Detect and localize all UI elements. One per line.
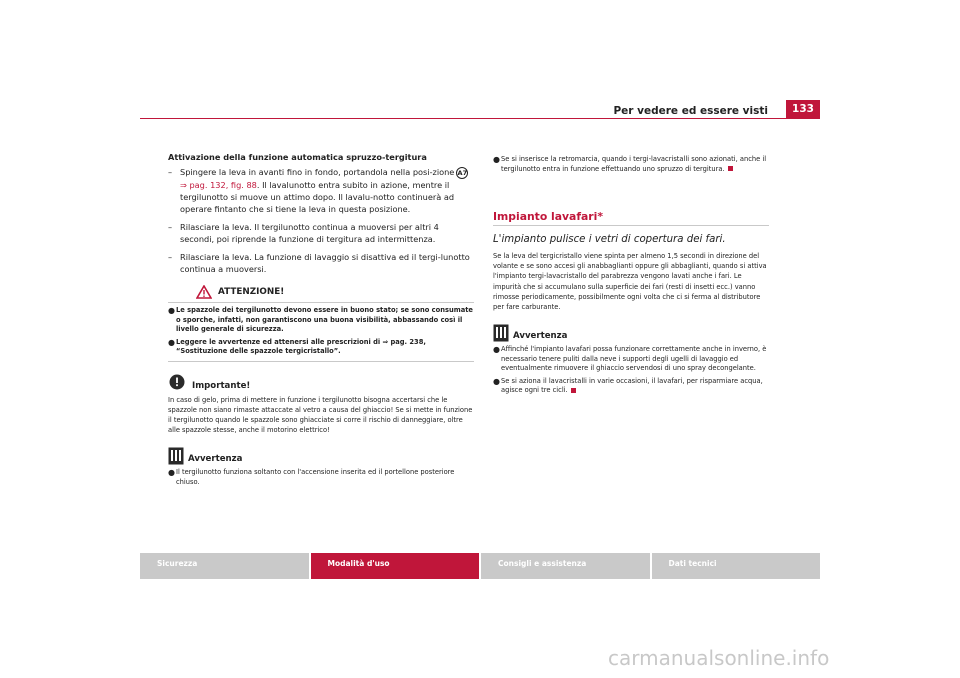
footer-tab-consigli-assistenza[interactable]: Consigli e assistenza (481, 553, 650, 579)
section-paragraph: Se la leva del tergicristallo viene spinta per almeno 1,5 secondi in direzione del volante e se sono accesi gli anabbaglianti oppure gli abbaglianti, quando si attiva l'impianto tergi-lavacristallo del parabrezza vengono lavati anche i fari. Le impurità che si accumulano sulla superficie dei fari (resti di insetti ecc.) vanno rimosse periodicamente, possibilmente ogni volta che ci si ferma al distributore per fare carburante. (493, 252, 767, 312)
note-bullet-content: Se si aziona il lavacristalli in varie occasioni, il lavafari, per risparmiare acqua, agisce ogni tre cicli. (501, 376, 763, 395)
left-column (168, 152, 474, 487)
note-header (168, 447, 474, 465)
right-column (493, 152, 769, 396)
intro-bullet-text (501, 155, 769, 174)
end-marker-icon (728, 166, 733, 171)
note-title: Avvertenza (188, 454, 243, 465)
step-item (168, 251, 474, 275)
page-number-badge: 133 (786, 100, 820, 119)
note-bullet-text: Il tergilunotto funziona soltanto con l'accensione inserita ed il portellone posteriore chiuso. (176, 468, 455, 486)
exclamation-circle-icon (168, 374, 188, 392)
step-text: Rilasciare la leva. La funzione di lavaggio si disattiva ed il tergi-lunotto continua a muoversi. (180, 251, 470, 275)
section-subhead: Attivazione della funzione automatica spruzzo-tergitura (168, 152, 427, 162)
warning-header (168, 283, 474, 303)
important-title: Importante! (192, 380, 251, 391)
header-rule (140, 118, 820, 119)
warning-triangle-icon (196, 285, 212, 299)
warning-bullet-text: Le spazzole dei tergilunotto devono essere in buono stato; se sono consumate o sporche, infatti, non garantiscono una buona visibilità, abbassando così il livello generale di sicurezza. (176, 306, 473, 334)
footer-tab-dati-tecnici[interactable]: Dati tecnici (652, 553, 821, 579)
bullet-marker: ● (493, 376, 500, 386)
dash-marker: – (168, 221, 173, 232)
step-item (168, 221, 474, 245)
note-bullet (168, 468, 474, 487)
intro-bullet-content: Se si inserisce la retromarcia, quando i tergi-lavacristalli sono azionati, anche il tergilunotto entra in funzione effettuando uno spruzzo di tergitura. (501, 155, 767, 173)
bullet-marker: ● (168, 468, 175, 478)
warning-bullet (168, 338, 474, 357)
note-title: Avvertenza (513, 331, 568, 342)
section-title: Impianto lavafari* (493, 210, 769, 226)
bullet-marker: ● (493, 345, 500, 355)
important-header (168, 374, 474, 392)
page-header-title: Per vedere ed essere visti (613, 105, 768, 117)
bullet-marker: ● (168, 337, 175, 347)
note-bullet (493, 345, 769, 374)
step-text-pre: Spingere la leva in avanti fino in fondo, portandola nella posi-zione (180, 167, 455, 177)
warning-bullet-text: Leggere le avvertenze ed attenersi alle prescrizioni di ⇒ pag. 238, “Sostituzione delle spazzole tergicristallo”. (176, 337, 426, 356)
info-note-icon (168, 447, 184, 465)
end-marker-icon (571, 388, 576, 393)
footer-tab-modalita-duso[interactable]: Modalità d'uso (311, 553, 480, 579)
footer-tabs (140, 553, 820, 579)
step-text (180, 166, 474, 215)
site-watermark: carmanualsonline.info (608, 646, 830, 670)
important-text: In caso di gelo, prima di mettere in funzione i tergilunotto bisogna accertarsi che le spazzole non siano rimaste attaccate al vetro a causa del ghiaccio! Se si mette in funzione il tergilunotto quando le spazzole sono ghiacciate si corre il rischio di danneggiare, oltre alle spazzole stesse, anche il motorino elettrico! (168, 395, 473, 435)
section-subtitle: L'impianto pulisce i vetri di copertura dei fari. (493, 234, 726, 245)
note-bullet (493, 377, 769, 396)
bullet-marker: ● (168, 306, 175, 316)
warning-box (168, 283, 474, 362)
note-bullet-text (501, 377, 769, 396)
warning-title: ATTENZIONE! (218, 287, 285, 298)
step-text: Rilasciare la leva. Il tergilunotto continua a muoversi per altri 4 secondi, poi riprende la funzione di tergitura ad intermittenza. (180, 221, 439, 244)
info-note-icon (493, 324, 509, 342)
step-text-post: . Il lavalunotto entra subito in azione, mentre il tergilunotto si muove un attimo dopo. Il lavalu-notto continuerà ad operare fintanto che si tiene la leva in questa posizione. (180, 179, 455, 214)
step-item (168, 166, 474, 215)
callout-circle-icon: A7 (457, 168, 468, 177)
dash-marker: – (168, 167, 173, 177)
footer-tab-sicurezza[interactable]: Sicurezza (140, 553, 309, 579)
warning-bullet (168, 306, 474, 335)
note-bullet-text: Affinché l'impianto lavafari possa funzionare correttamente anche in inverno, è necessario tenere puliti dalla neve i supporti degli ugelli di lavaggio ed eventualmente rimuovere il ghiaccio servendosi di uno spray decongelante. (501, 345, 767, 373)
cross-reference-link[interactable]: ⇒ pag. 132, fig. 88 (180, 179, 257, 190)
bullet-marker: ● (493, 155, 500, 164)
note-header (493, 324, 769, 342)
dash-marker: – (168, 251, 173, 262)
intro-bullet (493, 155, 769, 174)
